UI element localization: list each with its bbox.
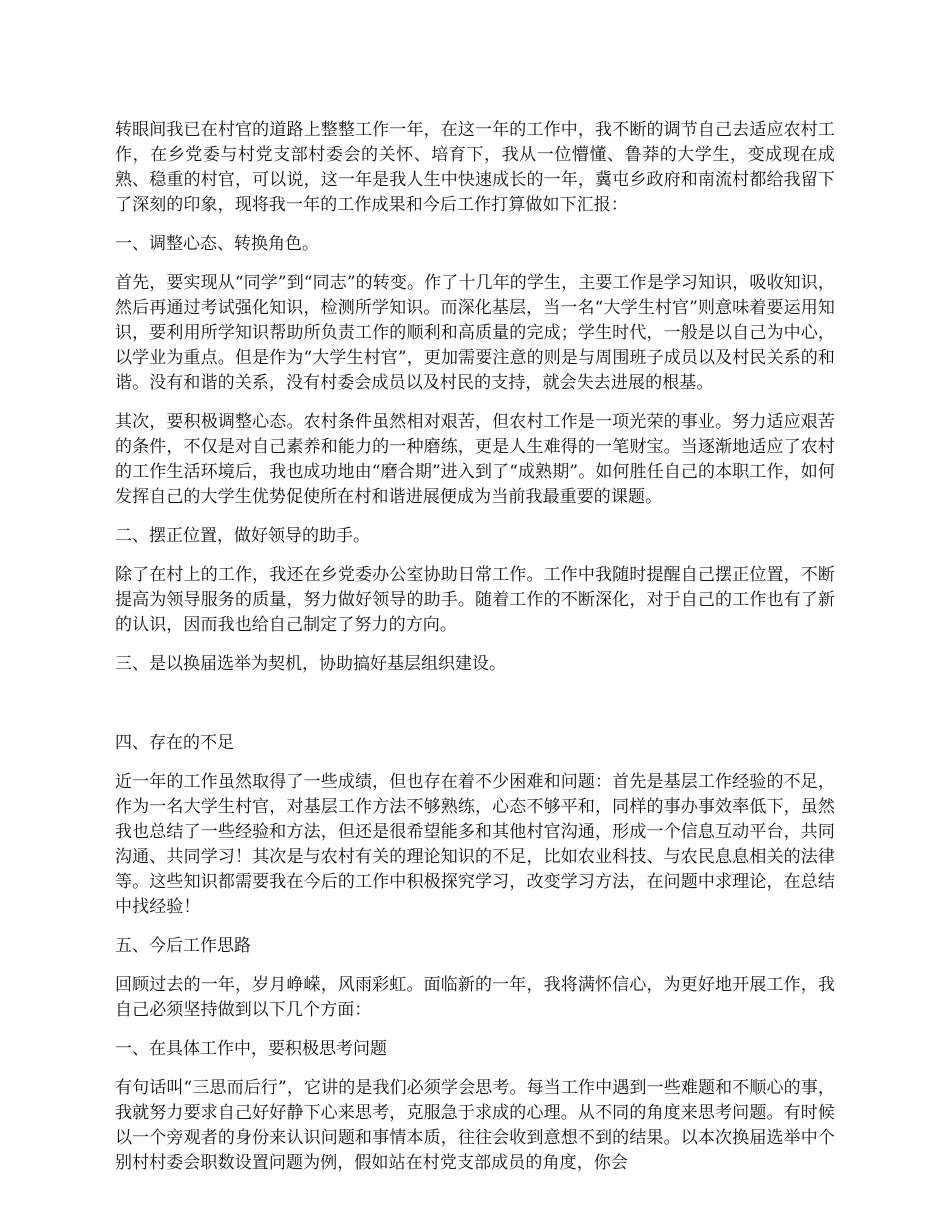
paragraph-6: 有句话叫“三思而后行”，它讲的是我们必须学会思考。每当工作中遇到一些难题和不顺心的事，我就努力要求自己好好静下心来思考，克服急于求成的心理。从不同的角度来思考问题。有时候以一个旁观者的身份来认识问题和事情本质，往往会收到意想不到的结果。以本次换届选举中个别村村委会职数设置问题为例，假如站在村党支部成员的角度，你会 bbox=[115, 1078, 835, 1173]
intro-paragraph: 转眼间我已在村官的道路上整整工作一年，在这一年的工作中，我不断的调节自己去适应农村工作，在乡党委与村党支部村委会的关怀、培育下，我从一位懵懂、鲁莽的大学生，变成现在成熟、稳重的村官，可以说，这一年是我人生中快速成长的一年，冀屯乡政府和南流村都给我留下了深刻的印象，现将我一年的工作成果和今后工作打算做如下汇报： bbox=[115, 120, 835, 215]
blank-space bbox=[115, 691, 835, 731]
paragraph-3: 除了在村上的工作，我还在乡党委办公室协助日常工作。工作中我随时提醒自己摆正位置，不断提高为领导服务的质量，努力做好领导的助手。随着工作的不断深化，对于自己的工作也有了新的认识，因而我也给自己制定了努力的方向。 bbox=[115, 565, 835, 635]
section-heading-2: 二、摆正位置，做好领导的助手。 bbox=[115, 526, 370, 546]
paragraph-1: 首先，要实现从“同学”到“同志”的转变。作了十几年的学生，主要工作是学习知识，吸收知识，然后再通过考试强化知识，检测所学知识。而深化基层，当一名“大学生村官”则意味着要运用知识，要利用所学知识帮助所负责工作的顺利和高质量的完成；学生时代，一般是以自己为中心，以学业为重点。但是作为“大学生村官”，更加需要注意的则是与周围班子成员以及村民关系的和谐。没有和谐的关系，没有村委会成员以及村民的支持，就会失去进展的根基。 bbox=[115, 273, 835, 393]
section-heading-5: 五、今后工作思路 bbox=[115, 936, 251, 956]
section-heading-1: 一、调整心态、转换角色。 bbox=[115, 234, 319, 254]
paragraph-2: 其次，要积极调整心态。农村条件虽然相对艰苦，但农村工作是一项光荣的事业。努力适应艰苦的条件，不仅是对自己素养和能力的一种磨练，更是人生难得的一笔财宝。当逐渐地适应了农村的工作生活环境后，我也成功地由“磨合期”进入到了“成熟期”。如何胜任自己的本职工作，如何发挥自己的大学生优势促使所在村和谐进展便成为当前我最重要的课题。 bbox=[115, 412, 835, 507]
section-heading-3: 三、是以换届选举为契机，协助搞好基层组织建设。 bbox=[115, 654, 506, 674]
section-heading-6: 一、在具体工作中，要积极思考问题 bbox=[115, 1039, 387, 1059]
paragraph-5: 回顾过去的一年，岁月峥嵘，风雨彩虹。面临新的一年，我将满怀信心，为更好地开展工作，我自己必须坚持做到以下几个方面： bbox=[115, 975, 835, 1020]
section-heading-4: 四、存在的不足 bbox=[115, 733, 234, 753]
paragraph-4: 近一年的工作虽然取得了一些成绩，但也存在着不少困难和问题：首先是基层工作经验的不足，作为一名大学生村官，对基层工作方法不够熟练，心态不够平和，同样的事办事效率低下，虽然我也总结了一些经验和方法，但还是很希望能多和其他村官沟通，形成一个信息互动平台，共同沟通、共同学习！其次是与农村有关的理论知识的不足，比如农业科技、与农民息息相关的法律等。这些知识都需要我在今后的工作中积极探究学习，改变学习方法，在问题中求理论，在总结中找经验！ bbox=[115, 772, 835, 917]
